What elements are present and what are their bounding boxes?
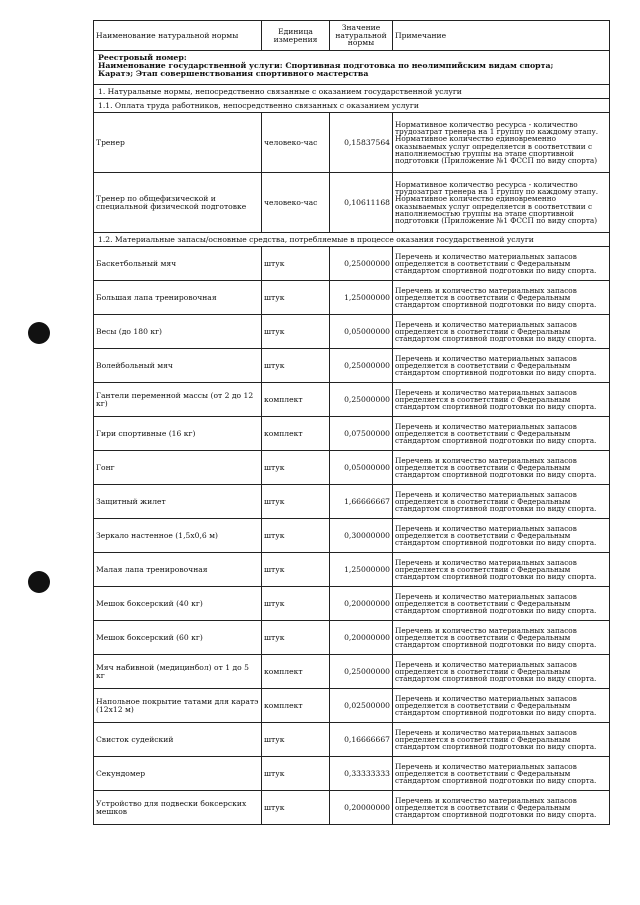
material-value: 0,20000000 bbox=[330, 621, 393, 655]
material-value: 0,25000000 bbox=[330, 655, 393, 689]
material-name: Гири спортивные (16 кг) bbox=[94, 417, 262, 451]
material-name: Напольное покрытие татами для каратэ (12х12 м) bbox=[94, 689, 262, 723]
material-value: 0,16666667 bbox=[330, 723, 393, 757]
material-name: Баскетбольный мяч bbox=[94, 247, 262, 281]
material-name: Зеркало настенное (1,5х0,6 м) bbox=[94, 519, 262, 553]
registry-detail: Каратэ; Этап совершенствования спортивного мастерства bbox=[98, 69, 369, 79]
table-row bbox=[94, 113, 610, 173]
material-value: 0,20000000 bbox=[330, 791, 393, 825]
table-row bbox=[94, 519, 610, 553]
table-row bbox=[94, 417, 610, 451]
registry-row bbox=[94, 51, 610, 85]
table-row bbox=[94, 315, 610, 349]
material-note: Перечень и количество материальных запасов определяется в соответствии с Федеральным стандартом спортивной подготовки по виду спорта. bbox=[393, 281, 610, 315]
material-unit: штук bbox=[262, 315, 330, 349]
labor-unit: человеко-час bbox=[262, 173, 330, 233]
material-value: 0,33333333 bbox=[330, 757, 393, 791]
table-row bbox=[94, 349, 610, 383]
material-value: 0,25000000 bbox=[330, 383, 393, 417]
material-name: Волейбольный мяч bbox=[94, 349, 262, 383]
material-note: Перечень и количество материальных запасов определяется в соответствии с Федеральным стандартом спортивной подготовки по виду спорта. bbox=[393, 791, 610, 825]
material-value: 0,30000000 bbox=[330, 519, 393, 553]
material-note: Перечень и количество материальных запасов определяется в соответствии с Федеральным стандартом спортивной подготовки по виду спорта. bbox=[393, 723, 610, 757]
material-unit: штук bbox=[262, 757, 330, 791]
header-value: Значение натуральной нормы bbox=[330, 21, 393, 51]
labor-value: 0,15837564 bbox=[330, 113, 393, 173]
material-unit: штук bbox=[262, 553, 330, 587]
material-name: Большая лапа тренировочная bbox=[94, 281, 262, 315]
section-1-heading: 1. Натуральные нормы, непосредственно связанные с оказанием государственной услуги bbox=[94, 85, 610, 99]
section-1-2-heading: 1.2. Материальные запасы/основные средства, потребляемые в процессе оказания государственной услуги bbox=[94, 233, 610, 247]
section-1-1-heading: 1.1. Оплата труда работников, непосредственно связанных с оказанием услуги bbox=[94, 99, 610, 113]
material-value: 0,07500000 bbox=[330, 417, 393, 451]
registry-number: Реестровый номер: bbox=[98, 53, 187, 62]
material-value: 0,25000000 bbox=[330, 349, 393, 383]
material-unit: штук bbox=[262, 349, 330, 383]
material-unit: штук bbox=[262, 587, 330, 621]
table-row bbox=[94, 173, 610, 233]
material-name: Мешок боксерский (40 кг) bbox=[94, 587, 262, 621]
table-row bbox=[94, 655, 610, 689]
material-note: Перечень и количество материальных запасов определяется в соответствии с Федеральным стандартом спортивной подготовки по виду спорта. bbox=[393, 757, 610, 791]
material-name: Защитный жилет bbox=[94, 485, 262, 519]
material-value: 1,66666667 bbox=[330, 485, 393, 519]
material-name: Весы (до 180 кг) bbox=[94, 315, 262, 349]
material-unit: комплект bbox=[262, 655, 330, 689]
table-row bbox=[94, 723, 610, 757]
table-row bbox=[94, 383, 610, 417]
header-name: Наименование натуральной нормы bbox=[94, 21, 262, 51]
table-row bbox=[94, 791, 610, 825]
table-row bbox=[94, 689, 610, 723]
section-row bbox=[94, 99, 610, 113]
section-row bbox=[94, 85, 610, 99]
table-row bbox=[94, 621, 610, 655]
section-row bbox=[94, 233, 610, 247]
material-note: Перечень и количество материальных запасов определяется в соответствии с Федеральным стандартом спортивной подготовки по виду спорта. bbox=[393, 587, 610, 621]
material-unit: штук bbox=[262, 723, 330, 757]
material-value: 0,02500000 bbox=[330, 689, 393, 723]
material-note: Перечень и количество материальных запасов определяется в соответствии с Федеральным стандартом спортивной подготовки по виду спорта. bbox=[393, 417, 610, 451]
table-row bbox=[94, 485, 610, 519]
material-unit: комплект bbox=[262, 689, 330, 723]
header-unit: Единица измерения bbox=[262, 21, 330, 51]
material-unit: штук bbox=[262, 791, 330, 825]
table-row bbox=[94, 247, 610, 281]
material-value: 0,05000000 bbox=[330, 315, 393, 349]
material-name: Мяч набивной (медицинбол) от 1 до 5 кг bbox=[94, 655, 262, 689]
material-unit: комплект bbox=[262, 417, 330, 451]
material-note: Перечень и количество материальных запасов определяется в соответствии с Федеральным стандартом спортивной подготовки по виду спорта. bbox=[393, 349, 610, 383]
material-unit: штук bbox=[262, 281, 330, 315]
material-name: Свисток судейский bbox=[94, 723, 262, 757]
material-name: Малая лапа тренировочная bbox=[94, 553, 262, 587]
labor-name: Тренер по общефизической и специальной физической подготовке bbox=[94, 173, 262, 233]
material-value: 0,20000000 bbox=[330, 587, 393, 621]
material-note: Перечень и количество материальных запасов определяется в соответствии с Федеральным стандартом спортивной подготовки по виду спорта. bbox=[393, 383, 610, 417]
punch-hole-top bbox=[28, 322, 50, 344]
table-row bbox=[94, 553, 610, 587]
material-value: 0,25000000 bbox=[330, 247, 393, 281]
material-name: Гантели переменной массы (от 2 до 12 кг) bbox=[94, 383, 262, 417]
material-value: 1,25000000 bbox=[330, 553, 393, 587]
material-unit: штук bbox=[262, 451, 330, 485]
material-name: Устройство для подвески боксерских мешков bbox=[94, 791, 262, 825]
labor-note: Нормативное количество ресурса - количество трудозатрат тренера на 1 группу по каждому этапу. Нормативное количество единовременно оказываемых услуг определяется в соответствии с наполняемостью группы на этапе спортивной подготовки (Приложение №1 ФССП по виду спорта) bbox=[393, 113, 610, 173]
table-row bbox=[94, 757, 610, 791]
labor-note: Нормативное количество ресурса - количество трудозатрат тренера на 1 группу по каждому этапу. Нормативное количество единовременно оказываемых услуг определяется в соответствии с наполняемостью группы на этапе спортивной подготовки (Приложение №1 ФССП по виду спорта) bbox=[393, 173, 610, 233]
material-note: Перечень и количество материальных запасов определяется в соответствии с Федеральным стандартом спортивной подготовки по виду спорта. bbox=[393, 315, 610, 349]
material-note: Перечень и количество материальных запасов определяется в соответствии с Федеральным стандартом спортивной подготовки по виду спорта. bbox=[393, 451, 610, 485]
labor-value: 0,10611168 bbox=[330, 173, 393, 233]
material-unit: штук bbox=[262, 621, 330, 655]
header-note: Примечание bbox=[393, 21, 610, 51]
material-value: 0,05000000 bbox=[330, 451, 393, 485]
registry-service: Наименование государственной услуги: Спортивная подготовка по неолимпийским видам спорта; bbox=[98, 61, 554, 71]
labor-unit: человеко-час bbox=[262, 113, 330, 173]
material-name: Мешок боксерский (60 кг) bbox=[94, 621, 262, 655]
table-row bbox=[94, 281, 610, 315]
material-unit: штук bbox=[262, 485, 330, 519]
labor-name: Тренер bbox=[94, 113, 262, 173]
material-note: Перечень и количество материальных запасов определяется в соответствии с Федеральным стандартом спортивной подготовки по виду спорта. bbox=[393, 553, 610, 587]
material-note: Перечень и количество материальных запасов определяется в соответствии с Федеральным стандартом спортивной подготовки по виду спорта. bbox=[393, 485, 610, 519]
material-value: 1,25000000 bbox=[330, 281, 393, 315]
table-row bbox=[94, 451, 610, 485]
table-header-row bbox=[94, 21, 610, 51]
material-unit: штук bbox=[262, 247, 330, 281]
material-unit: комплект bbox=[262, 383, 330, 417]
material-note: Перечень и количество материальных запасов определяется в соответствии с Федеральным стандартом спортивной подготовки по виду спорта. bbox=[393, 247, 610, 281]
material-note: Перечень и количество материальных запасов определяется в соответствии с Федеральным стандартом спортивной подготовки по виду спорта. bbox=[393, 689, 610, 723]
material-note: Перечень и количество материальных запасов определяется в соответствии с Федеральным стандартом спортивной подготовки по виду спорта. bbox=[393, 519, 610, 553]
material-note: Перечень и количество материальных запасов определяется в соответствии с Федеральным стандартом спортивной подготовки по виду спорта. bbox=[393, 655, 610, 689]
material-name: Гонг bbox=[94, 451, 262, 485]
registry-cell bbox=[94, 51, 610, 85]
norms-table bbox=[93, 20, 610, 825]
material-name: Секундомер bbox=[94, 757, 262, 791]
material-note: Перечень и количество материальных запасов определяется в соответствии с Федеральным стандартом спортивной подготовки по виду спорта. bbox=[393, 621, 610, 655]
punch-hole-bottom bbox=[28, 571, 50, 593]
table-row bbox=[94, 587, 610, 621]
material-unit: штук bbox=[262, 519, 330, 553]
